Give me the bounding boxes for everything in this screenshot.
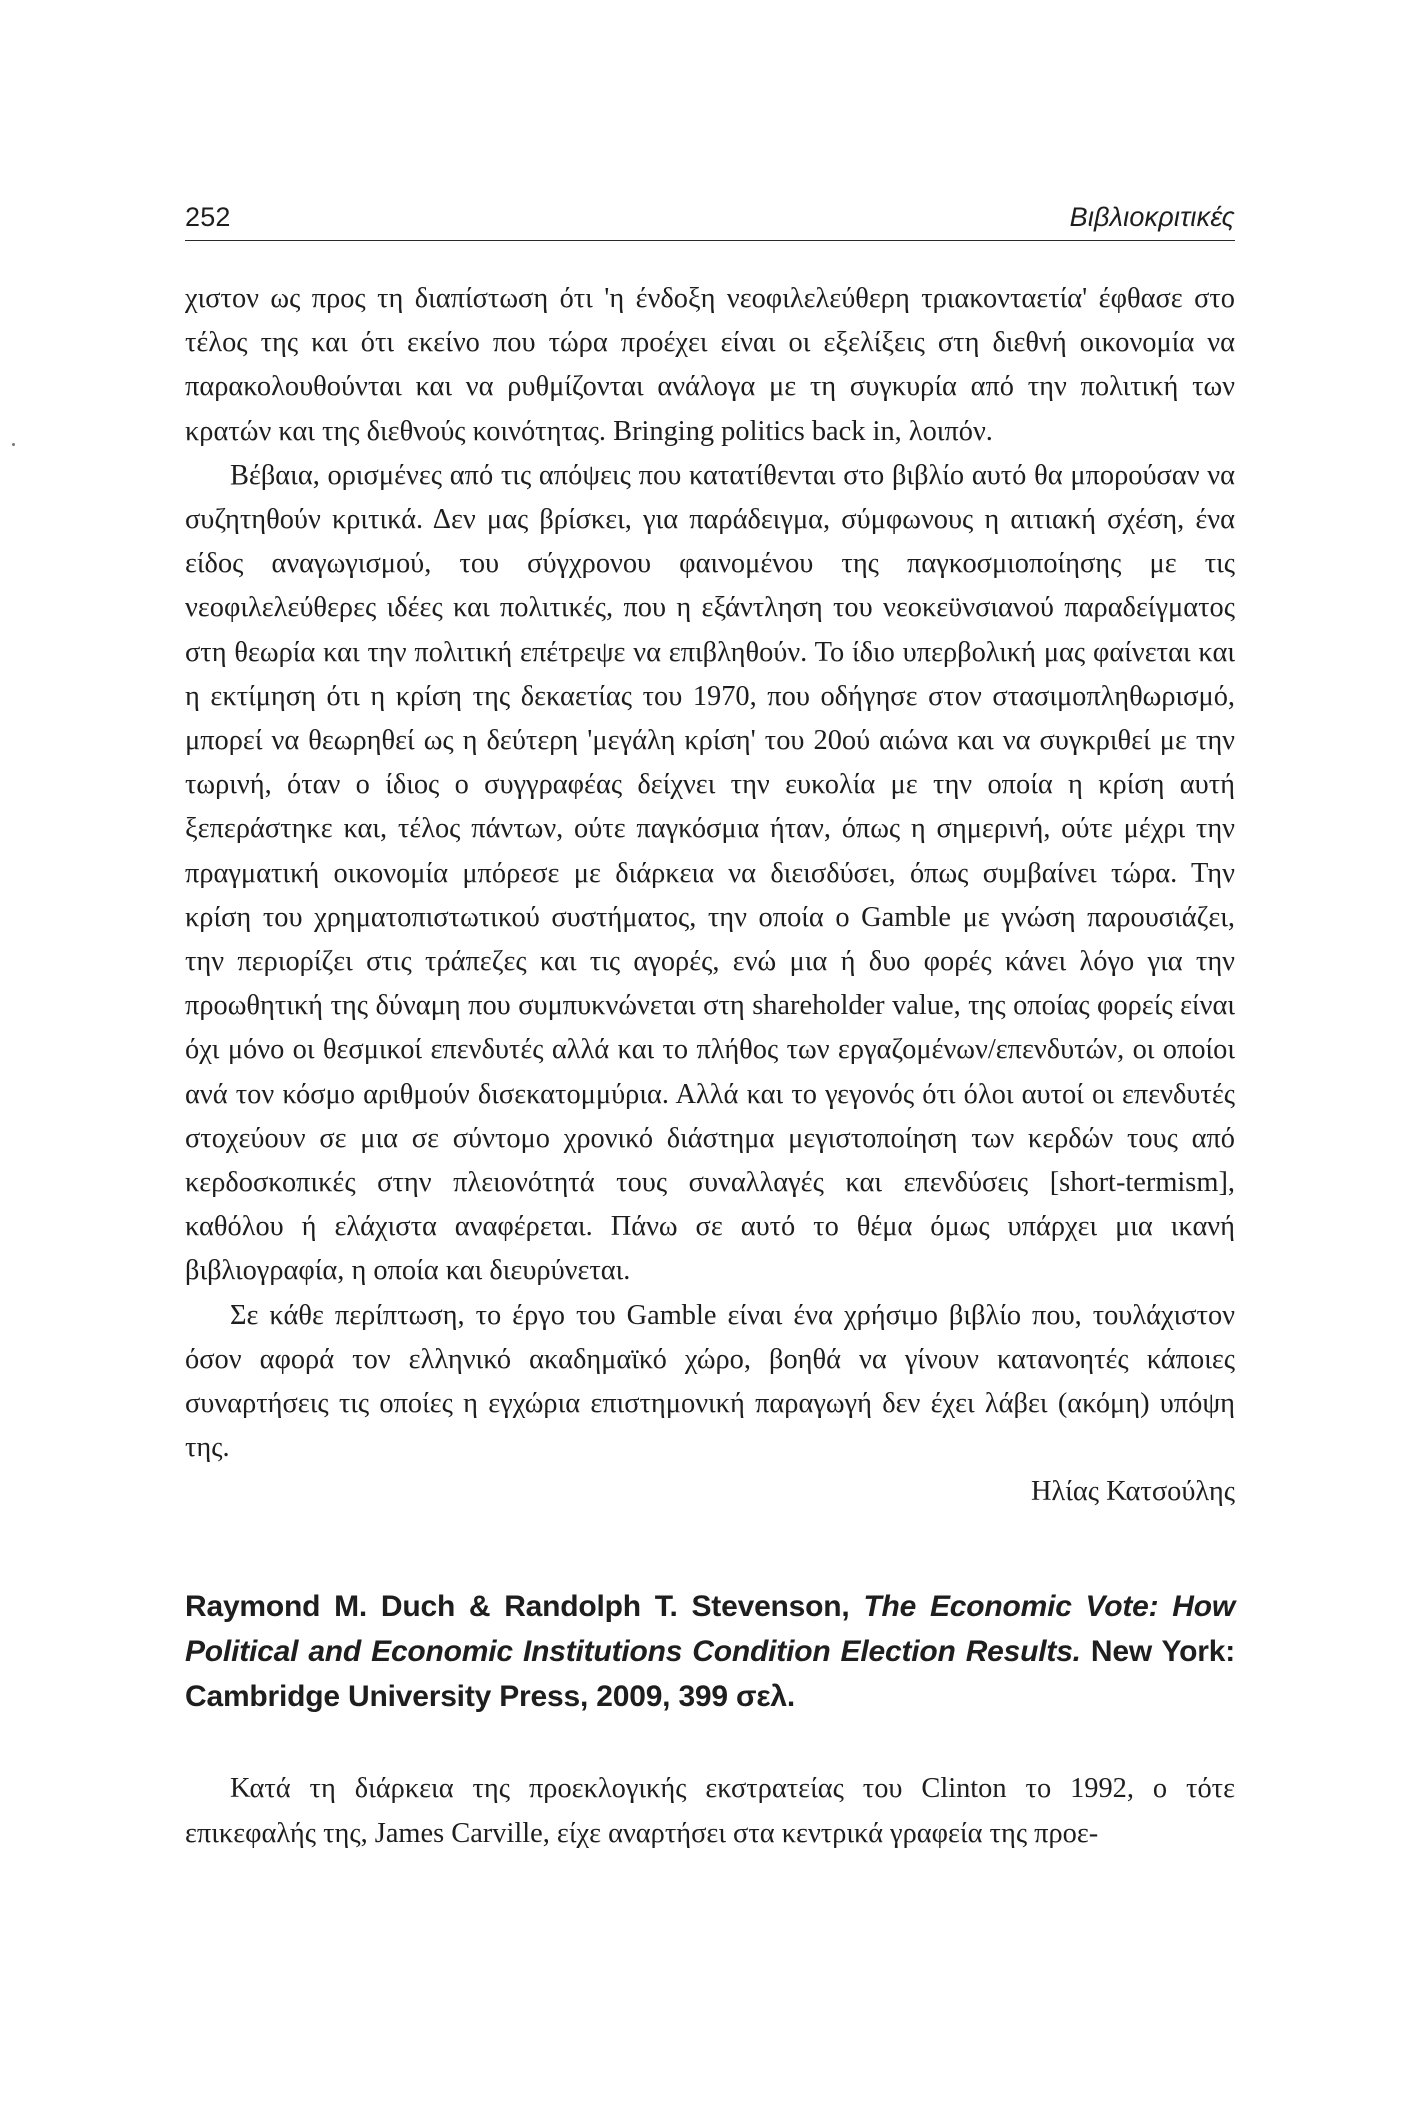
book-title: The Economic Vote: How Political and Economic Institutions Condition Election Results. [185, 1590, 1235, 1669]
book-page [185, 200, 1235, 1856]
running-head [185, 200, 1235, 241]
paragraph-opening: Κατά τη διάρκεια της προεκλογικής εκστρατείας του Clinton το 1992, ο τότε επικεφαλής της, James Carville, είχε αναρτήσει στα κεντρικά γραφεία της προε- [185, 1773, 1235, 1849]
paragraph-conclusion: Σε κάθε περίπτωση, το έργο του Gamble είναι ένα χρήσιμο βιβλίο που, τουλάχιστον όσον αφορά τον ελληνικό ακαδημαϊκό χώρο, βοηθά να γίνουν κατανοητές κάποιες συναρτήσεις τις οποίες η εγχώρια επιστημονική παραγωγή δεν έχει λάβει (ακόμη) υπόψη της. [185, 1299, 1235, 1464]
book-citation-heading [185, 1584, 1235, 1719]
scan-artifact-dot [12, 443, 15, 446]
book-publication: New York: Cambridge University Press, 2009, 399 σελ. [185, 1635, 1235, 1714]
reviewer-signature: Ηλίας Κατσούλης [1030, 1476, 1235, 1508]
book-authors: Raymond M. Duch & Randolph T. Stevenson, [185, 1590, 864, 1624]
page-number: 252 [185, 202, 231, 232]
review-text [185, 277, 1235, 1470]
section-title: Βιβλιοκριτικές [1069, 202, 1235, 232]
new-review-text [185, 1767, 1235, 1855]
paragraph-continuation: χιστον ως προς τη διαπίστωση ότι 'η ένδοξη νεοφιλελεύθερη τριακονταετία' έφθασε στο τέλος της και ότι εκείνο που τώρα προέχει είναι οι εξελίξεις στη διεθνή οικονομία να παρακολουθούνται και να ρυθμίζονται ανάλογα με τη συγκυρία από την πολιτική των κρατών και της διεθνούς κοινότητας. Bringing politics back in, λοιπόν. [185, 283, 1235, 447]
paragraph-critique: Βέβαια, ορισμένες από τις απόψεις που κατατίθενται στο βιβλίο αυτό θα μπορούσαν να συζητηθούν κριτικά. Δεν μας βρίσκει, για παράδειγμα, σύμφωνους η αιτιακή σχέση, ένα είδος αναγωγισμού, του σύγχρονου φαινομένου της παγκοσμιοποίησης με τις νεοφιλελεύθερες ιδέες και πολιτικές, που η εξάντληση του νεοκεϋνσιανού παραδείγματος στη θεωρία και την πολιτική επέτρεψε να επιβληθούν. Το ίδιο υπερβολική μας φαίνεται και η εκτίμηση ότι η κρίση της δεκαετίας του 1970, που οδήγησε στον στασιμοπληθωρισμό, μπορεί να θεωρηθεί ως η δεύτερη 'μεγάλη κρίση' του 20ού αιώνα και να συγκριθεί με την τωρινή, όταν ο ίδιος ο συγγραφέας δείχνει την ευκολία με την οποία η κρίση αυτή ξεπεράστηκε και, τέλος πάντων, ούτε παγκόσμια ήταν, όπως η σημερινή, ούτε μέχρι την πραγματική οικονομία μπόρεσε με διάρκεια να διεισδύσει, όπως συμβαίνει τώρα. Την κρίση του χρηματοπιστωτικού συστήματος, την οποία ο Gamble με γνώση παρουσιάζει, την περιορίζει στις τράπεζες και τις αγορές, ενώ μια ή δυο φορές κάνει λόγο για την προωθητική της δύναμη που συμπυκνώνεται στη shareholder value, της οποίας φορείς είναι όχι μόνο οι θεσμικοί επενδυτές αλλά και το πλήθος των εργαζομένων/επενδυτών, οι οποίοι ανά τον κόσμο αριθμούν δισεκατομμύρια. Αλλά και το γεγονός ότι όλοι αυτοί οι επενδυτές στοχεύουν σε μια σε σύντομο χρονικό διάστημα μεγιστοποίηση των κερδών τους από κερδοσκοπικές στην πλειονότητά τους συναλλαγές και επενδύσεις [short-termism], καθόλου ή ελάχιστα αναφέρεται. Πάνω σε αυτό το θέμα όμως υπάρχει μια ικανή βιβλιογραφία, η οποία και διευρύνεται. [185, 459, 1235, 1287]
